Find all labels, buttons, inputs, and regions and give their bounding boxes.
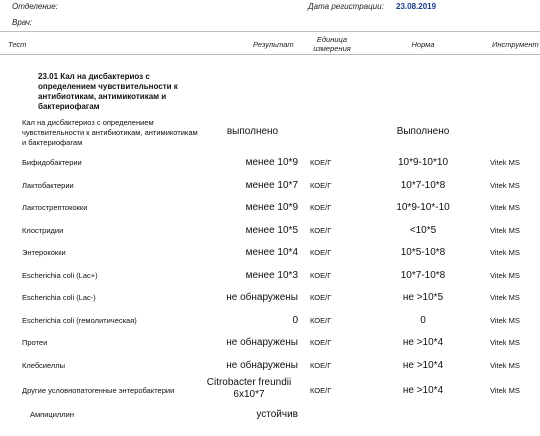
- row-6-test: Escherichia coli (Lac+): [22, 271, 98, 280]
- row-6-unit: КОЕ/Г: [310, 271, 332, 280]
- table-header-rule: [0, 54, 540, 55]
- row-2-instrument: Vitek MS: [490, 181, 520, 190]
- row-10-unit: КОЕ/Г: [310, 361, 332, 370]
- col-header-instrument: Инструмент: [492, 40, 539, 49]
- row-8-unit: КОЕ/Г: [310, 316, 332, 325]
- row-4-norm: <10*5: [409, 225, 437, 236]
- row-0-test: Кал на дисбактериоз с определением чувствительности к антибиотикам, антимикотикам и бактериофагам: [22, 118, 198, 147]
- row-3-test: Лактострептококки: [22, 203, 88, 212]
- doctor-label: Врач:: [12, 18, 33, 27]
- row-3-instrument: Vitek MS: [490, 203, 520, 212]
- row-5-norm: 10*5-10*8: [400, 247, 446, 258]
- registration-date-label: [308, 2, 436, 11]
- row-11-norm: не >10*4: [402, 385, 444, 396]
- row-1-norm: 10*9-10*10: [397, 157, 449, 168]
- row-9-test: Протеи: [22, 338, 48, 347]
- row-8-norm: 0: [420, 315, 426, 326]
- row-4-test: Клостридии: [22, 226, 64, 235]
- section-title: 23.01 Кал на дисбактериоз с определением чувствительности к антибиотикам, антимикотикам и бактериофагам: [38, 72, 178, 111]
- col-header-test: Тест: [8, 40, 27, 49]
- table-top-rule: [0, 31, 540, 32]
- row-1-unit: КОЕ/Г: [310, 158, 332, 167]
- row-11-result-line2: 6x10*7: [233, 389, 265, 400]
- row-12-result: устойчив: [256, 409, 298, 420]
- row-5-test: Энтерококки: [22, 248, 66, 257]
- row-10-result: не обнаружены: [226, 360, 298, 371]
- row-9-instrument: Vitek MS: [490, 338, 520, 347]
- row-1-instrument: Vitek MS: [490, 158, 520, 167]
- registration-date-value: 23.08.2019: [396, 2, 437, 11]
- col-header-unit: [310, 35, 354, 53]
- row-6-result: менее 10*3: [245, 270, 298, 281]
- row-4-unit: КОЕ/Г: [310, 226, 332, 235]
- row-12-test: Ампициллин: [30, 410, 74, 419]
- department-label: Отделение:: [12, 2, 58, 11]
- row-7-unit: КОЕ/Г: [310, 293, 332, 302]
- row-9-unit: КОЕ/Г: [310, 338, 332, 347]
- col-header-norm: Норма: [411, 40, 435, 49]
- row-3-result: менее 10*9: [245, 202, 298, 213]
- row-5-instrument: Vitek MS: [490, 248, 520, 257]
- row-11-test: Другие условнопатогенные энтеробактерии: [22, 386, 175, 395]
- row-11-result-line1: Citrobacter freundii: [206, 377, 292, 388]
- col-header-result: Результат: [253, 40, 294, 49]
- row-11-unit: КОЕ/Г: [310, 386, 332, 395]
- row-6-norm: 10*7-10*8: [400, 270, 446, 281]
- row-7-test: Escherichia coli (Lac-): [22, 293, 96, 302]
- row-8-instrument: Vitek MS: [490, 316, 520, 325]
- row-1-result: менее 10*9: [245, 157, 298, 168]
- row-2-test: Лактобактерии: [22, 181, 74, 190]
- row-3-norm: 10*9-10*-10: [396, 202, 450, 213]
- row-8-test: Escherichia coli (гемолитическая): [22, 316, 137, 325]
- row-11-instrument: Vitek MS: [490, 386, 520, 395]
- row-8-result: 0: [292, 315, 298, 326]
- row-2-result: менее 10*7: [245, 180, 298, 191]
- row-4-instrument: Vitek MS: [490, 226, 520, 235]
- row-5-unit: КОЕ/Г: [310, 248, 332, 257]
- row-2-unit: КОЕ/Г: [310, 181, 332, 190]
- registration-date-caption: Дата регистрации:: [308, 2, 384, 11]
- row-7-instrument: Vitek MS: [490, 293, 520, 302]
- col-header-unit-line1: Единица: [316, 35, 348, 44]
- row-10-instrument: Vitek MS: [490, 361, 520, 370]
- row-7-result: не обнаружены: [226, 292, 298, 303]
- row-2-norm: 10*7-10*8: [400, 180, 446, 191]
- row-4-result: менее 10*5: [245, 225, 298, 236]
- row-1-test: Бифидобактерии: [22, 158, 82, 167]
- row-11-result: [195, 377, 303, 401]
- row-0-result: выполнено: [226, 126, 279, 137]
- row-10-norm: не >10*4: [402, 360, 444, 371]
- row-10-test: Клебсиеллы: [22, 361, 66, 370]
- row-6-instrument: Vitek MS: [490, 271, 520, 280]
- row-0-norm: Выполнено: [396, 126, 450, 137]
- row-9-result: не обнаружены: [226, 337, 298, 348]
- row-9-norm: не >10*4: [402, 337, 444, 348]
- row-7-norm: не >10*5: [402, 292, 444, 303]
- row-3-unit: КОЕ/Г: [310, 203, 332, 212]
- col-header-unit-line2: измерения: [313, 44, 351, 53]
- row-5-result: менее 10*4: [245, 247, 298, 258]
